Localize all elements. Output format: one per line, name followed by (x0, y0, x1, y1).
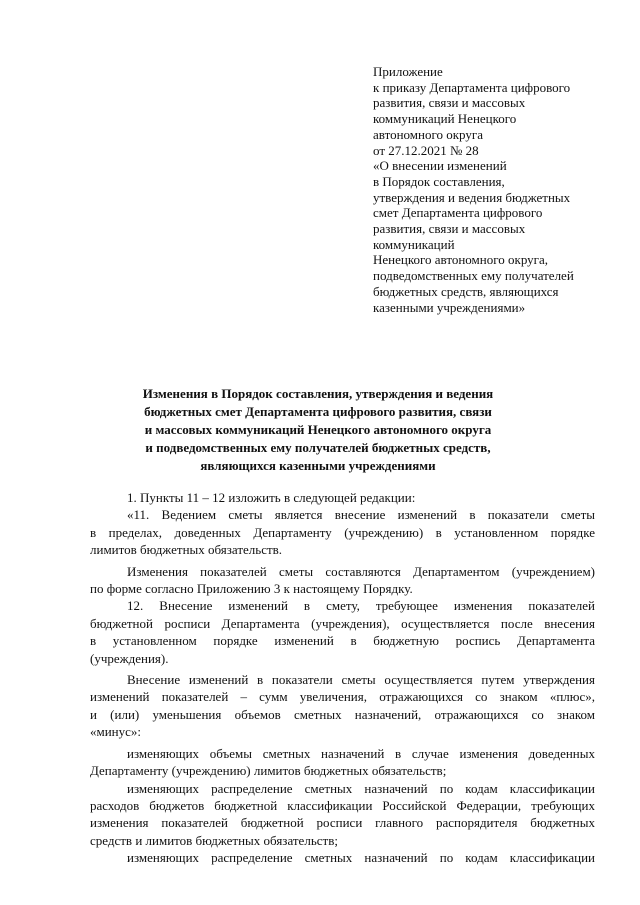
paragraph-7 (90, 780, 595, 850)
title-line: Изменения в Порядок составления, утверждения и ведения (142, 386, 494, 401)
paragraph-6 (90, 745, 595, 780)
body-line: в пределах, доведенных Департаменту (учреждению) в установленном порядке (90, 524, 595, 540)
body-line: изменяющих распределение сметных назначений по кодам классификации (127, 780, 595, 796)
paragraph-1 (90, 489, 595, 506)
body-line: изменяющих распределение сметных назначений по кодам классификации (127, 850, 595, 866)
body-line: по форме согласно Приложению 3 к настоящему Порядку. (90, 581, 413, 597)
body-line: Изменения показателей сметы составляются Департаментом (учреждением) (127, 563, 595, 579)
paragraph-8 (90, 849, 595, 866)
annex-header (373, 64, 613, 315)
body-line: изменяющих объемы сметных назначений в случае изменения доведенных (127, 745, 595, 761)
annex-line: утверждения и ведения бюджетных (373, 189, 571, 205)
paragraph-4 (90, 597, 595, 667)
body-line: 12. Внесение изменений в смету, требующее изменения показателей (127, 598, 595, 614)
body-line: изменений показателей – сумм увеличения, отражающихся со знаком «плюс», (90, 689, 595, 705)
annex-line: казенными учреждениями» (373, 299, 526, 315)
annex-line: Ненецкого автономного округа, (373, 252, 548, 268)
title-line: являющихся казенными учреждениями (200, 458, 436, 473)
annex-line: Приложение (373, 64, 443, 79)
body-line: расходов бюджетов бюджетной классификации Российской Федерации, требующих (90, 797, 595, 813)
annex-line: смет Департамента цифрового (373, 205, 543, 221)
annex-line: в Порядок составления, (373, 173, 505, 189)
body-line: в установленном порядке изменений в бюджетную роспись Департамента (90, 633, 595, 649)
body-line: (учреждения). (90, 650, 169, 666)
body-line: и (или) уменьшения объемов сметных назначений, отражающихся со знаком (90, 706, 595, 722)
title-line: и подведомственных ему получателей бюджетных средств, (145, 440, 491, 455)
paragraph-2 (90, 506, 595, 558)
body-line: 1. Пункты 11 – 12 изложить в следующей редакции: (127, 490, 416, 505)
annex-line: развития, связи и массовых (373, 95, 526, 111)
body-line: лимитов бюджетных обязательств. (90, 542, 283, 558)
document-body (90, 489, 595, 867)
annex-line: коммуникаций Ненецкого (373, 111, 517, 127)
annex-line: автономного округа (373, 126, 483, 142)
annex-line: подведомственных ему получателей (373, 268, 574, 284)
title-line: бюджетных смет Департамента цифрового развития, связи (144, 404, 492, 419)
paragraph-5 (90, 671, 595, 741)
annex-line: бюджетных средств, являющихся (373, 283, 559, 299)
body-line: Внесение изменений в показатели сметы осуществляется путем утверждения (127, 672, 595, 688)
paragraph-3 (90, 563, 595, 598)
annex-line: коммуникаций (373, 236, 455, 252)
annex-line: к приказу Департамента цифрового (373, 79, 571, 95)
title-line: и массовых коммуникаций Ненецкого автономного округа (144, 422, 492, 437)
annex-line: развития, связи и массовых (373, 221, 526, 237)
body-line: Департаменту (учреждению) лимитов бюджетных обязательств; (90, 763, 447, 779)
body-line: изменения показателей бюджетной росписи главного распорядителя бюджетных (90, 815, 595, 831)
annex-line: «О внесении изменений (373, 158, 507, 174)
body-line: средств и лимитов бюджетных обязательств; (90, 832, 338, 848)
body-line: «11. Ведением сметы является внесение изменений в показатели сметы (127, 507, 595, 523)
body-line: «минус»: (90, 724, 142, 740)
document-title (90, 385, 546, 475)
annex-line: от 27.12.2021 № 28 (373, 142, 479, 158)
body-line: бюджетной росписи Департамента (учреждения), осуществляется после внесения (90, 615, 595, 631)
